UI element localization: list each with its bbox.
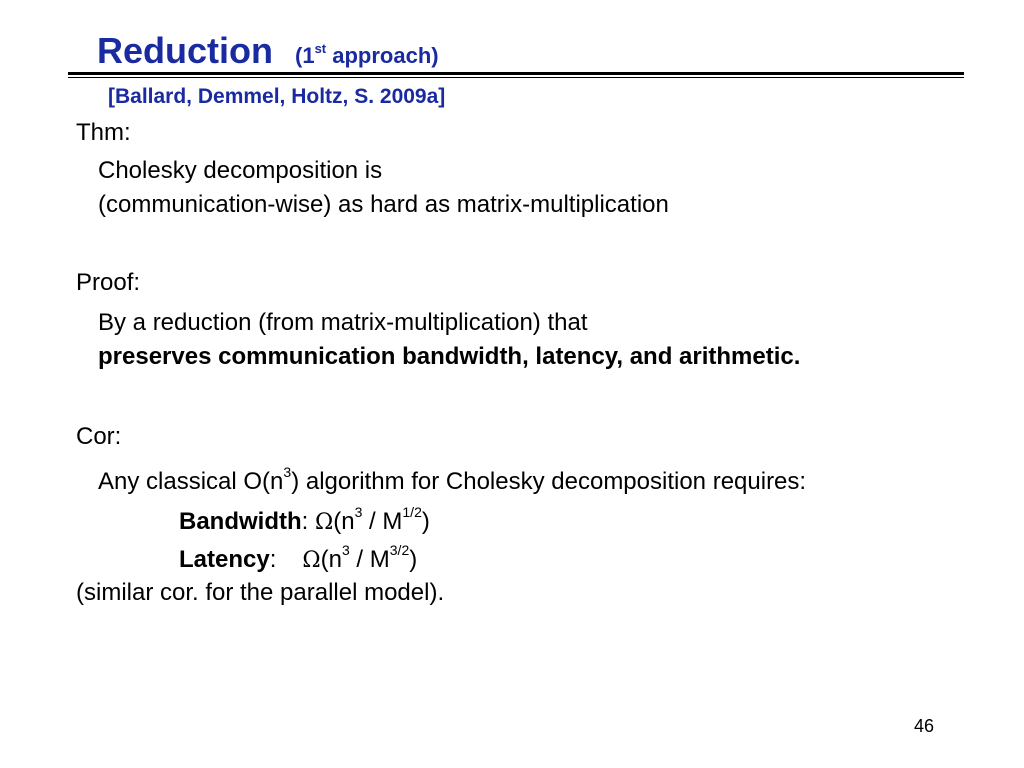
latency-sep: : [269, 546, 277, 573]
latency-line [179, 538, 417, 576]
bandwidth-expr-a: (n [333, 508, 355, 535]
proof-line-2: preserves communication bandwidth, latency, and arithmetic. [98, 343, 801, 370]
proof-line-1: By a reduction (from matrix-multiplication) that [98, 309, 588, 336]
subtitle-suffix: approach) [326, 43, 439, 68]
thm-line-2: (communication-wise) as hard as matrix-multiplication [98, 191, 669, 218]
latency-expr-b: / M [349, 546, 390, 573]
latency-sup-1: 3 [341, 542, 350, 558]
thm-label: Thm: [76, 119, 131, 146]
latency-sup-2: 3/2 [389, 542, 410, 558]
bandwidth-expr-b: / M [362, 508, 403, 535]
title-rule-thick [68, 72, 964, 75]
bandwidth-expr-c: ) [421, 508, 430, 535]
parallel-note: (similar cor. for the parallel model). [76, 579, 445, 606]
cor-line [98, 460, 806, 497]
cor-line-b: ) algorithm for Cholesky decomposition requires: [291, 468, 807, 495]
title-rule-thin [68, 77, 964, 78]
title-row [97, 30, 439, 72]
subtitle-sup: st [314, 40, 327, 56]
cor-line-a: Any classical O(n [98, 468, 284, 495]
omega-symbol: Ω [302, 548, 321, 573]
latency-expr-a: (n [320, 546, 342, 573]
thm-line-1: Cholesky decomposition is [98, 157, 383, 184]
bandwidth-sup-2: 1/2 [402, 504, 422, 520]
page-number: 46 [914, 716, 935, 736]
latency-expr-c: ) [409, 546, 418, 573]
latency-label: Latency [179, 546, 270, 573]
bandwidth-line [179, 500, 430, 538]
proof-label: Proof: [76, 269, 141, 296]
slide-subtitle [295, 40, 439, 68]
cor-label: Cor: [76, 423, 122, 450]
cor-line-sup: 3 [283, 464, 292, 480]
citation: [Ballard, Demmel, Holtz, S. 2009a] [108, 85, 446, 108]
omega-symbol: Ω [315, 510, 334, 535]
slide-title: Reduction [97, 30, 273, 71]
subtitle-prefix: (1 [295, 43, 315, 68]
bandwidth-label: Bandwidth [179, 508, 302, 535]
bandwidth-sep: : [301, 508, 315, 535]
bandwidth-sup-1: 3 [354, 504, 363, 520]
